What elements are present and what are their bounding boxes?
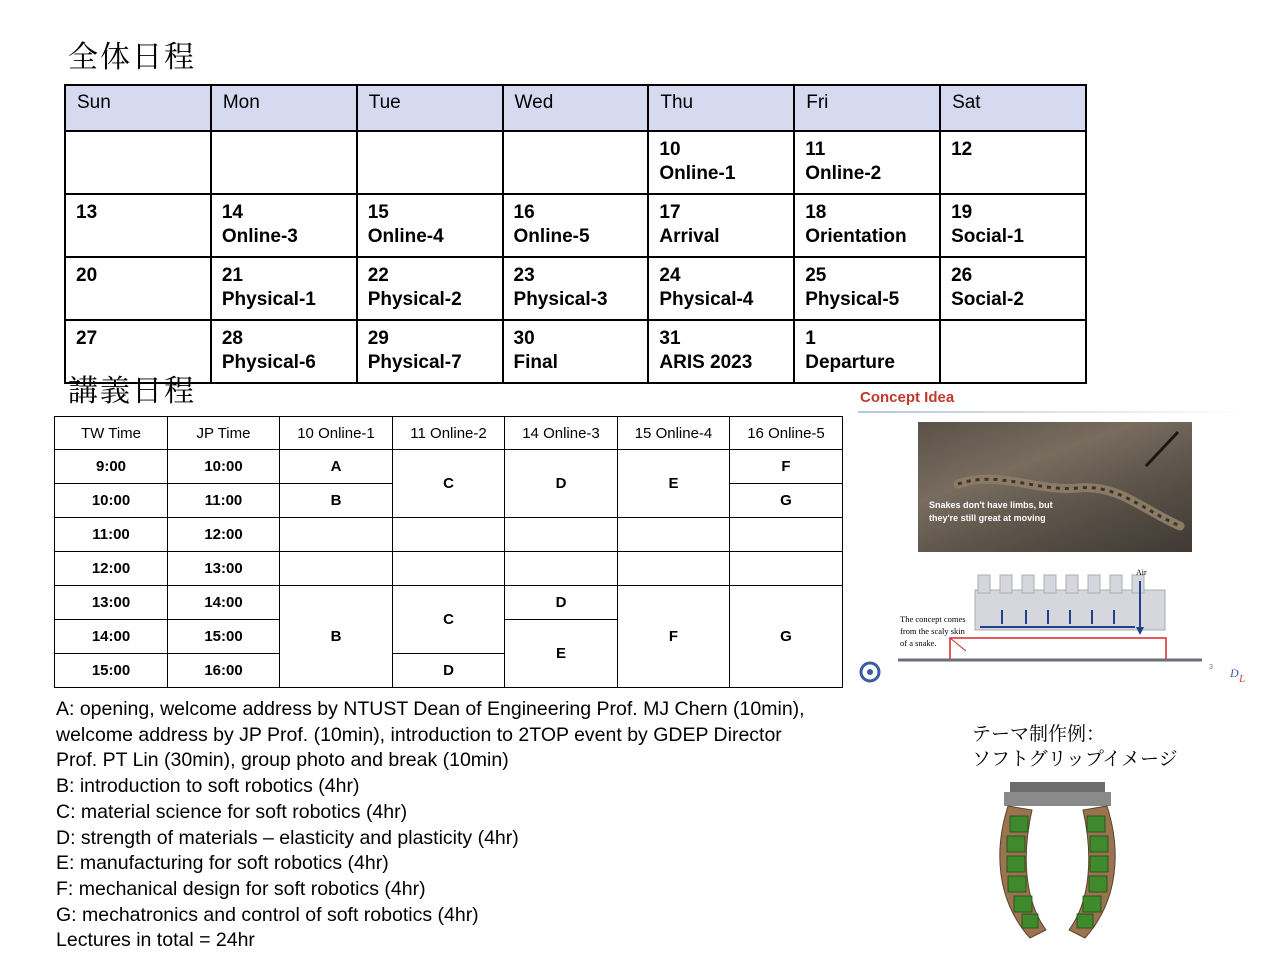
day-event: Orientation [805,226,907,247]
day-number: 25 [805,265,827,286]
lecture-legend [56,697,916,954]
tw-time-cell: 10:00 [55,484,168,518]
day-number: 11 [805,139,826,160]
day-event: Physical-6 [221,352,316,373]
tw-time-cell: 11:00 [55,518,168,552]
lecture-cell: D [505,450,618,518]
column-header: 16 Online-5 [730,417,843,450]
calendar-day-cell [648,131,794,194]
column-header: 11 Online-2 [393,417,505,450]
day-event: Online-5 [513,226,590,247]
day-number: 14 [221,202,243,223]
tw-time-cell: 13:00 [55,586,168,620]
lecture-cell: F [618,586,730,688]
calendar-week-row [65,320,1086,383]
table-row [55,450,843,484]
day-event: Arrival [659,226,720,247]
day-header: Thu [648,85,794,131]
calendar-day-cell [794,194,940,257]
day-number: 17 [659,202,681,223]
day-header: Wed [503,85,649,131]
day-event: Physical-5 [805,289,900,310]
legend-line: Lectures in total = 24hr [56,929,255,952]
day-number: 31 [659,328,681,349]
column-header: 10 Online-1 [280,417,393,450]
calendar-day-cell [503,131,649,194]
legend-line: C: material science for soft robotics (4hr) [56,800,408,823]
calendar-day-cell [65,131,211,194]
day-number: 23 [513,265,535,286]
lecture-cell: C [393,586,505,654]
tw-time-cell: 9:00 [55,450,168,484]
concept-idea-panel [850,385,1260,690]
day-number: 19 [951,202,973,223]
jp-time-cell: 14:00 [168,586,280,620]
calendar-day-cell [648,257,794,320]
lecture-cell: D [505,586,618,620]
lecture-cell: F [730,450,843,484]
day-number: 26 [951,265,973,286]
calendar-day-cell [794,257,940,320]
lecture-cell: C [393,450,505,518]
day-event: Physical-1 [221,289,316,310]
lecture-cell: E [505,620,618,688]
day-number: 27 [76,328,98,349]
calendar-day-cell [648,194,794,257]
day-header: Sun [65,85,211,131]
calendar-day-cell [65,194,211,257]
legend-line: welcome address by JP Prof. (10min), introduction to 2TOP event by GDEP Director [56,723,782,746]
jp-time-cell: 15:00 [168,620,280,654]
lecture-cell: B [280,586,393,688]
day-number: 16 [513,202,535,223]
calendar-week-row [65,194,1086,257]
day-number: 12 [951,139,973,160]
calendar-day-cell [65,257,211,320]
theme-caption-line: テーマ制作例： [972,723,1106,745]
jp-time-cell: 12:00 [168,518,280,552]
day-number: 10 [659,139,681,160]
legend-line: Prof. PT Lin (30min), group photo and break (10min) [56,749,509,772]
day-event: Online-3 [221,226,298,247]
air-label: Air [1136,568,1147,577]
day-header: Tue [357,85,503,131]
legend-line: G: mechatronics and control of soft robotics (4hr) [56,903,479,926]
svg-text:L: L [1239,673,1246,685]
jp-time-cell: 11:00 [168,484,280,518]
day-event: Online-2 [805,163,882,184]
jp-time-cell: 13:00 [168,552,280,586]
tw-time-cell: 12:00 [55,552,168,586]
day-event: Physical-4 [659,289,754,310]
day-event: Physical-7 [367,352,462,373]
calendar-day-cell [357,257,503,320]
table-row [55,518,843,552]
day-header: Fri [794,85,940,131]
table-row [55,552,843,586]
day-event: Physical-2 [367,289,462,310]
legend-line: E: manufacturing for soft robotics (4hr) [56,852,389,875]
soft-gripper-image [990,780,1125,945]
day-number: 15 [367,202,389,223]
day-event: Online-1 [659,163,736,184]
legend-line: D: strength of materials – elasticity and plasticity (4hr) [56,826,519,849]
theme-caption [972,722,1178,772]
calendar-day-cell [794,131,940,194]
calendar-day-cell [940,257,1086,320]
day-number: 13 [76,202,98,223]
lecture-schedule-title: 講義日程 [68,374,196,409]
table-row [55,586,843,620]
lecture-cell: E [618,450,730,518]
day-event: Departure [805,352,895,373]
lecture-cell: G [730,586,843,688]
day-number: 21 [221,265,243,286]
calendar-week-row [65,131,1086,194]
calendar-day-cell [503,257,649,320]
day-number: 30 [513,328,535,349]
jp-time-cell: 10:00 [168,450,280,484]
column-header: 15 Online-4 [618,417,730,450]
calendar-day-cell [211,320,357,383]
tw-time-cell: 15:00 [55,654,168,688]
calendar-day-cell [940,131,1086,194]
photo-caption: Snakes don't have limbs, but they're still great at moving [929,500,1053,523]
calendar-day-cell [794,320,940,383]
calendar-day-cell [648,320,794,383]
theme-caption-line: ソフトグリップイメージ [972,748,1178,770]
day-event: Online-4 [367,226,444,247]
calendar-day-cell [357,131,503,194]
calendar-day-cell [357,320,503,383]
lecture-cell: D [393,654,505,688]
day-header: Sat [940,85,1086,131]
calendar-day-cell [211,131,357,194]
column-header: TW Time [55,417,168,450]
day-header: Mon [211,85,357,131]
day-number: 22 [367,265,389,286]
day-event: ARIS 2023 [659,352,753,373]
calendar-day-cell [211,194,357,257]
lecture-cell: A [280,450,393,484]
lecture-schedule-table [54,416,843,688]
concept-description: The concept comes from the scaly skin of a snake. [900,614,966,648]
day-number: 28 [221,328,243,349]
day-number: 20 [76,265,98,286]
day-event: Social-1 [951,226,1024,247]
svg-text:D: D [1230,666,1239,680]
lecture-cell: B [280,484,393,518]
tw-time-cell: 14:00 [55,620,168,654]
day-event: Final [513,352,558,373]
legend-line: B: introduction to soft robotics (4hr) [56,775,360,798]
jp-time-cell: 16:00 [168,654,280,688]
legend-line: F: mechanical design for soft robotics (4hr) [56,877,426,900]
calendar-day-cell [503,320,649,383]
overall-schedule-calendar [64,84,1087,384]
day-number: 29 [367,328,389,349]
column-header: JP Time [168,417,280,450]
column-header: 14 Online-3 [505,417,618,450]
calendar-day-cell [940,320,1086,383]
day-event: Social-2 [951,289,1024,310]
concept-title: Concept Idea [860,389,955,406]
calendar-day-cell [503,194,649,257]
calendar-week-row [65,257,1086,320]
calendar-day-cell [357,194,503,257]
calendar-day-cell [940,194,1086,257]
page-number: 3 [1209,664,1213,671]
legend-line: A: opening, welcome address by NTUST Dean of Engineering Prof. MJ Chern (10min), [56,698,805,720]
schedule-title: 全体日程 [68,40,196,75]
day-number: 18 [805,202,827,223]
calendar-day-cell [211,257,357,320]
day-event: Physical-3 [513,289,608,310]
lecture-cell: G [730,484,843,518]
day-number: 1 [805,328,816,349]
day-number: 24 [659,265,681,286]
